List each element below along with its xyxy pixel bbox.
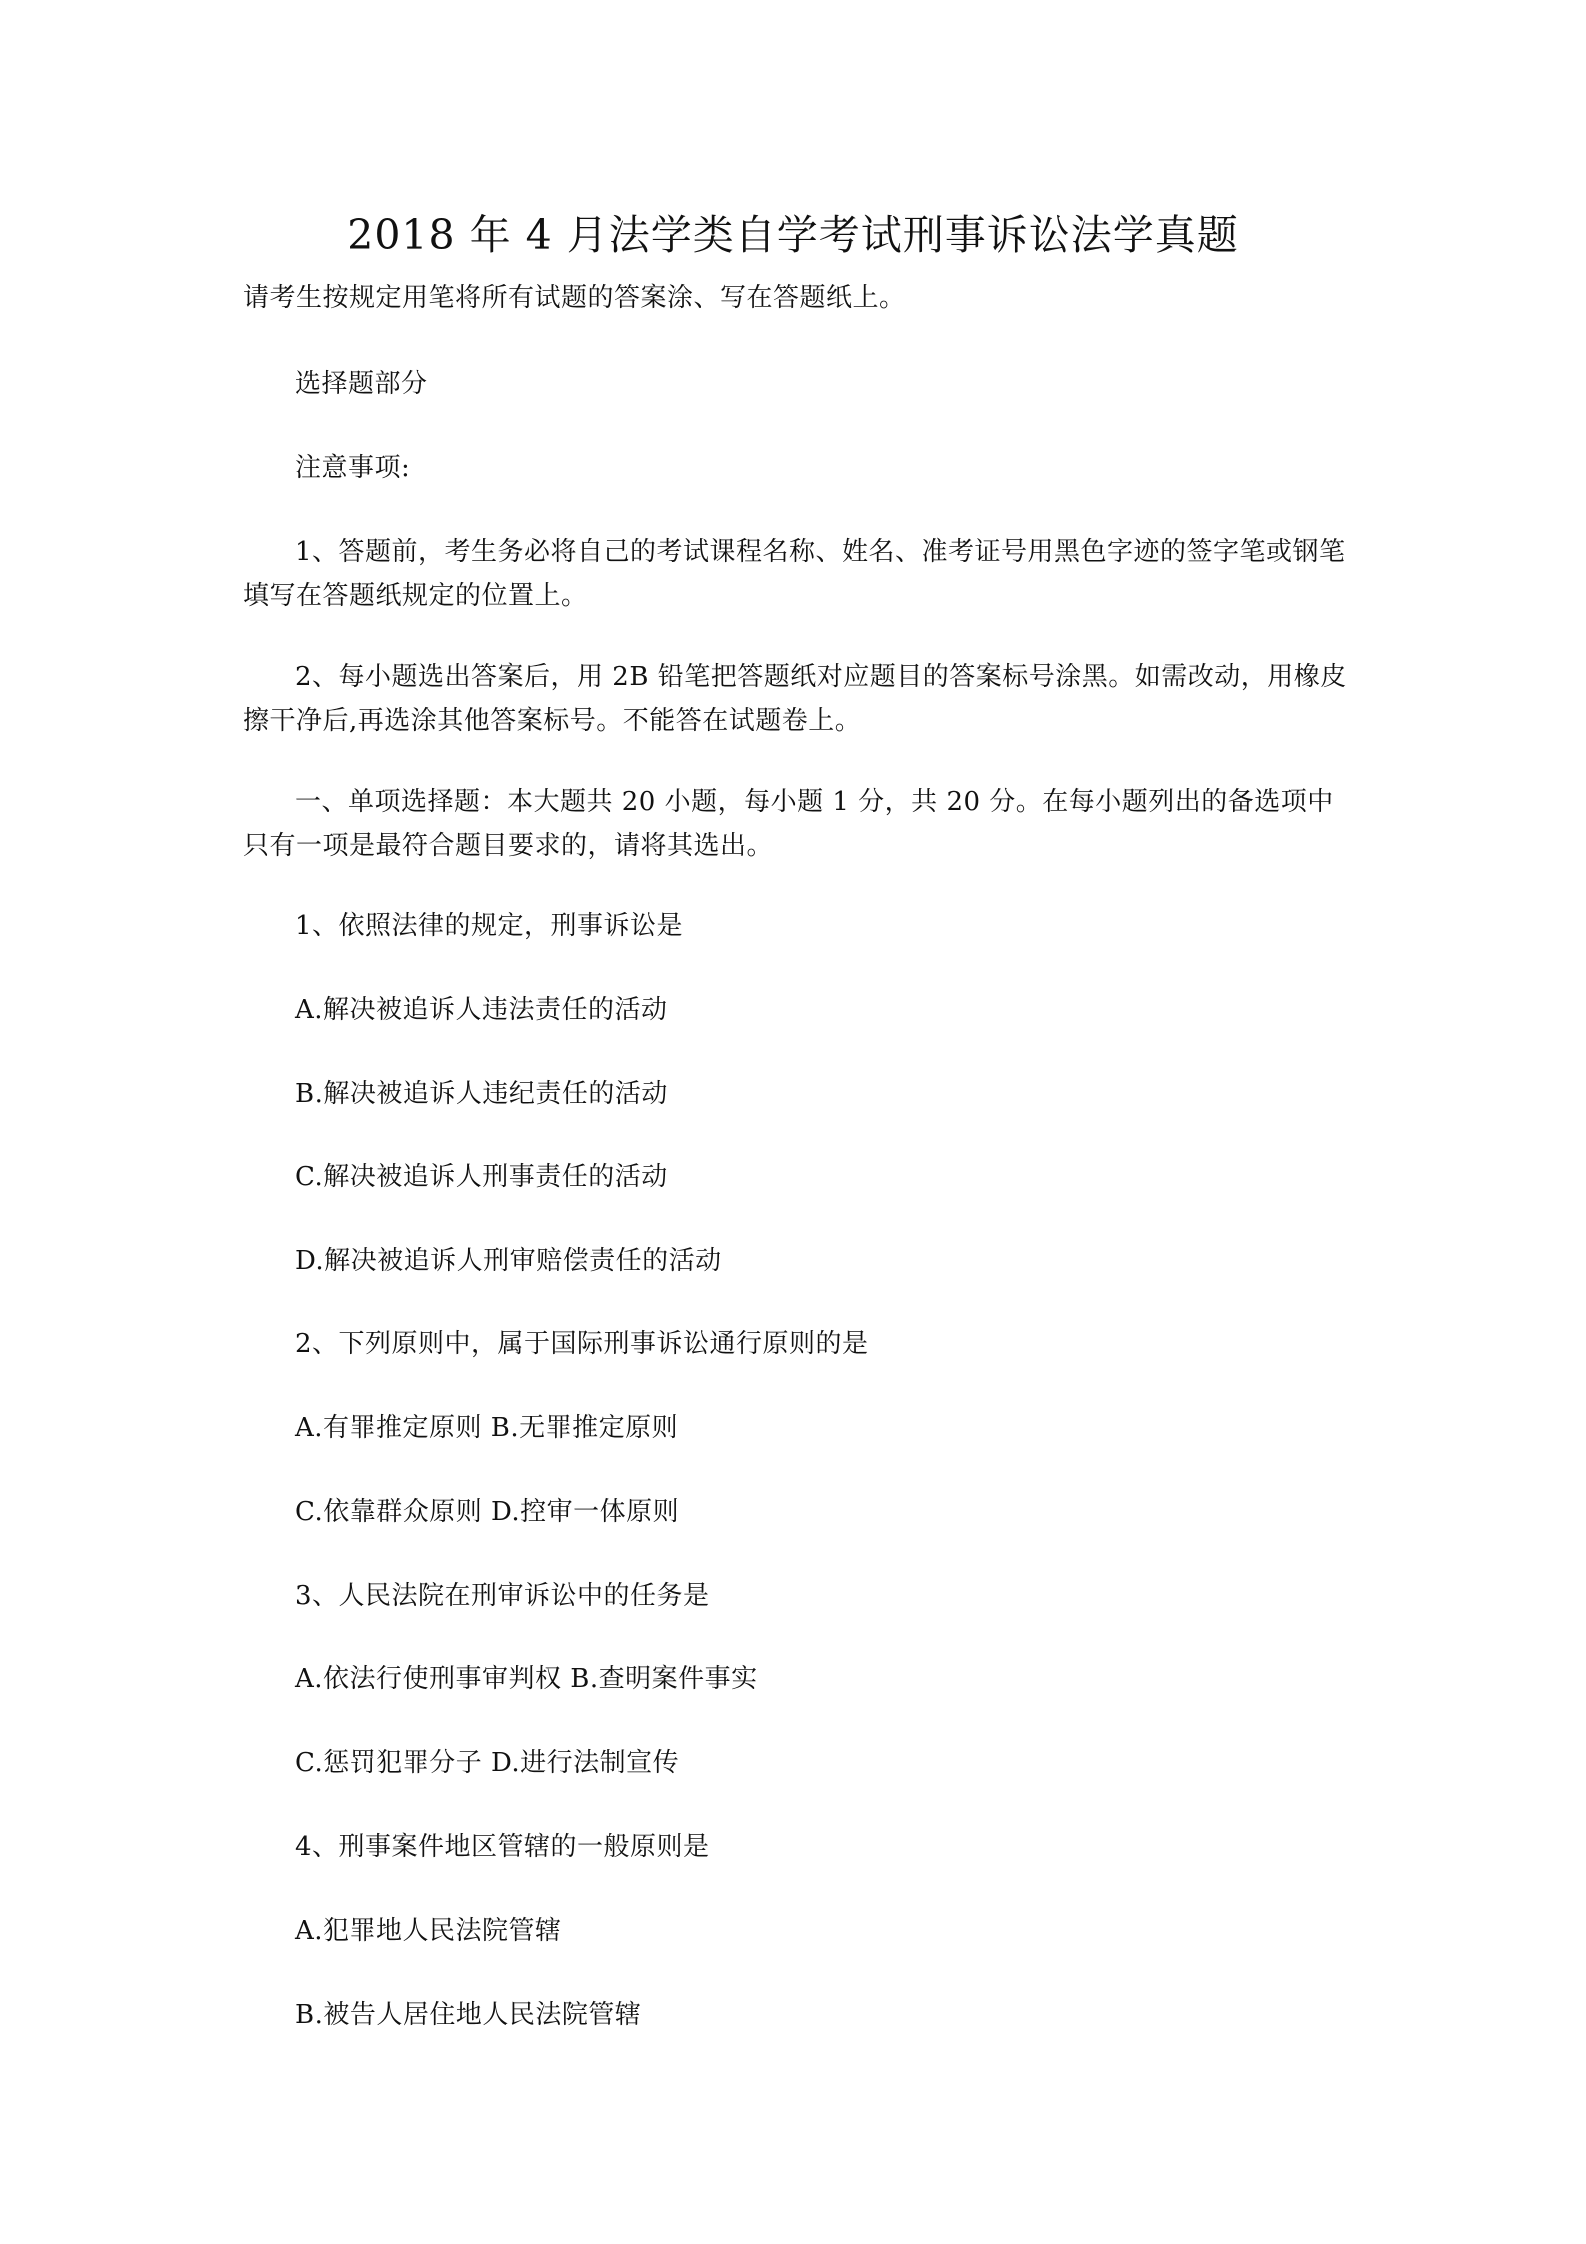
question-4-option-a: A.犯罪地人民法院管辖 <box>295 1916 562 1946</box>
question-1-option-b: B.解决被追诉人违纪责任的活动 <box>295 1079 668 1109</box>
notice-item-1: 1、答题前，考生务必将自己的考试课程名称、姓名、准考证号用黑色字迹的签字笔或钢笔填写在答题纸规定的位置上。 <box>243 537 1346 611</box>
question-2-stem: 2、下列原则中，属于国际刑事诉讼通行原则的是 <box>295 1329 869 1359</box>
question-1-option-d: D.解决被追诉人刑审赔偿责任的活动 <box>295 1246 722 1276</box>
question-3-options-ab: A.依法行使刑事审判权 B.查明案件事实 <box>295 1664 758 1694</box>
question-4-option-b: B.被告人居住地人民法院管辖 <box>295 2000 642 2030</box>
section-heading-choice: 选择题部分 <box>295 369 428 399</box>
question-2-options-cd: C.依靠群众原则 D.控审一体原则 <box>295 1497 680 1527</box>
document-title: 2018 年 4 月法学类自学考试刑事诉讼法学真题 <box>347 211 1239 259</box>
question-2-options-ab: A.有罪推定原则 B.无罪推定原则 <box>295 1413 679 1443</box>
question-4-stem: 4、刑事案件地区管辖的一般原则是 <box>295 1832 710 1862</box>
exam-instruction: 请考生按规定用笔将所有试题的答案涂、写在答题纸上。 <box>243 283 906 313</box>
part-one-instruction: 一、单项选择题：本大题共 20 小题，每小题 1 分，共 20 分。在每小题列出的备选项中只有一项是最符合题目要求的，请将其选出。 <box>243 787 1334 861</box>
question-1-option-a: A.解决被追诉人违法责任的活动 <box>295 995 668 1025</box>
question-1-option-c: C.解决被追诉人刑事责任的活动 <box>295 1162 668 1192</box>
notice-item-2: 2、每小题选出答案后，用 2B 铅笔把答题纸对应题目的答案标号涂黑。如需改动，用橡皮擦干净后,再选涂其他答案标号。不能答在试题卷上。 <box>243 662 1347 736</box>
question-1-stem: 1、依照法律的规定，刑事诉讼是 <box>295 911 684 941</box>
question-3-options-cd: C.惩罚犯罪分子 D.进行法制宣传 <box>295 1748 680 1778</box>
notice-heading: 注意事项: <box>295 453 411 483</box>
question-3-stem: 3、人民法院在刑审诉讼中的任务是 <box>295 1581 710 1611</box>
